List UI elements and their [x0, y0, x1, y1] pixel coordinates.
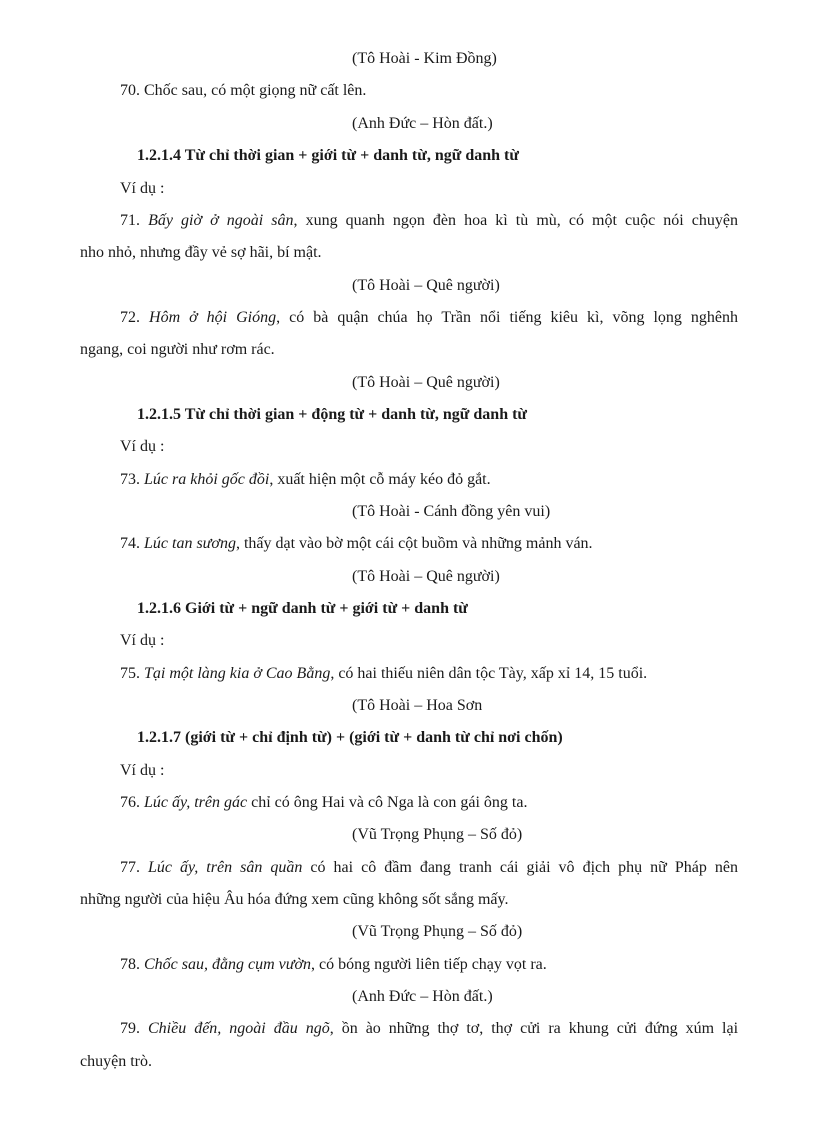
source-citation: (Tô Hoài – Hoa Sơn — [352, 697, 483, 714]
example-text: , có hai thiếu niên dân tộc Tày, xấp xỉ 14, 15 tuổi. — [330, 665, 648, 682]
example-label: Ví dụ : — [120, 180, 165, 197]
example-text: , xuất hiện một cỗ máy kéo đỏ gắt. — [269, 471, 491, 488]
example-label: Ví dụ : — [120, 438, 165, 455]
example-italic-phrase: Lúc ấy, trên sân quần — [148, 859, 303, 876]
source-citation: (Tô Hoài - Kim Đồng) — [352, 50, 497, 67]
example-label: Ví dụ : — [120, 762, 165, 779]
example-text: , có bóng người liên tiếp chạy vọt ra. — [311, 956, 547, 973]
example-75 — [120, 664, 647, 684]
example-number: 70. — [120, 82, 140, 99]
example-text: , ồn ào những thợ tơ, thợ cửi ra khung cửi đứng xúm lại — [329, 1020, 739, 1037]
example-italic-phrase: Hôm ở hội Gióng — [149, 309, 277, 326]
example-italic-phrase: Lúc tan sương — [144, 535, 236, 552]
section-heading-1-2-1-6: 1.2.1.6 Giới từ + ngữ danh từ + giới từ + danh từ — [137, 600, 468, 617]
example-number: 78. — [120, 956, 140, 973]
example-text: , thấy dạt vào bờ một cái cột buồm và những mảnh ván. — [235, 535, 593, 552]
example-72-continuation: ngang, coi người như rơm rác. — [80, 341, 275, 358]
example-number: 77. — [120, 859, 140, 876]
example-number: 71. — [120, 212, 140, 229]
example-text: Chốc sau, có một giọng nữ cất lên. — [140, 82, 367, 99]
example-79 — [120, 1019, 738, 1039]
example-78 — [120, 955, 547, 975]
example-71-continuation: nho nhỏ, nhưng đầy vẻ sợ hãi, bí mật. — [80, 244, 322, 261]
example-italic-phrase: Lúc ấy, trên gác — [144, 794, 248, 811]
example-italic-phrase: Tại một làng kia ở Cao Bằng — [144, 665, 331, 682]
example-italic-phrase: Chiều đến, ngoài đầu ngõ — [148, 1020, 330, 1037]
example-italic-phrase: Lúc ra khỏi gốc đồi — [144, 471, 270, 488]
example-70 — [120, 81, 366, 101]
source-citation: (Tô Hoài – Quê người) — [352, 277, 500, 294]
section-heading-1-2-1-7: 1.2.1.7 (giới từ + chỉ định từ) + (giới từ + danh từ chỉ nơi chốn) — [137, 729, 563, 746]
example-77-continuation: những người của hiệu Âu hóa đứng xem cũng không sốt sắng mấy. — [80, 891, 509, 908]
example-73 — [120, 470, 491, 490]
example-italic-phrase: Chốc sau, đằng cụm vườn — [144, 956, 312, 973]
source-citation: (Anh Đức – Hòn đất.) — [352, 115, 493, 132]
example-77 — [120, 858, 738, 878]
example-text: có hai cô đầm đang tranh cái giải vô địch phụ nữ Pháp nên — [302, 859, 739, 876]
example-number: 75. — [120, 665, 140, 682]
example-label: Ví dụ : — [120, 632, 165, 649]
example-number: 72. — [120, 309, 140, 326]
example-italic-phrase: Bấy giờ ở ngoài sân — [148, 212, 294, 229]
section-heading-1-2-1-5: 1.2.1.5 Từ chỉ thời gian + động từ + danh từ, ngữ danh từ — [137, 406, 528, 423]
source-citation: (Vũ Trọng Phụng – Số đỏ) — [352, 826, 523, 843]
example-76 — [120, 793, 527, 813]
example-72 — [120, 308, 738, 328]
example-number: 74. — [120, 535, 140, 552]
source-citation: (Vũ Trọng Phụng – Số đỏ) — [352, 923, 523, 940]
example-74 — [120, 534, 593, 554]
example-number: 73. — [120, 471, 140, 488]
example-79-continuation: chuyện trò. — [80, 1053, 152, 1070]
example-text: , có bà quận chúa họ Trần nổi tiếng kiêu kì, võng lọng nghênh — [276, 309, 739, 326]
source-citation: (Anh Đức – Hòn đất.) — [352, 988, 493, 1005]
example-number: 79. — [120, 1020, 140, 1037]
example-71 — [120, 211, 738, 231]
source-citation: (Tô Hoài – Quê người) — [352, 568, 500, 585]
source-citation: (Tô Hoài - Cánh đồng yên vui) — [352, 503, 551, 520]
example-text: chỉ có ông Hai và cô Nga là con gái ông ta. — [247, 794, 528, 811]
example-number: 76. — [120, 794, 140, 811]
source-citation: (Tô Hoài – Quê người) — [352, 374, 500, 391]
example-text: , xung quanh ngọn đèn hoa kì tù mù, có một cuộc nói chuyện — [293, 212, 739, 229]
section-heading-1-2-1-4: 1.2.1.4 Từ chỉ thời gian + giới từ + danh từ, ngữ danh từ — [137, 147, 519, 164]
